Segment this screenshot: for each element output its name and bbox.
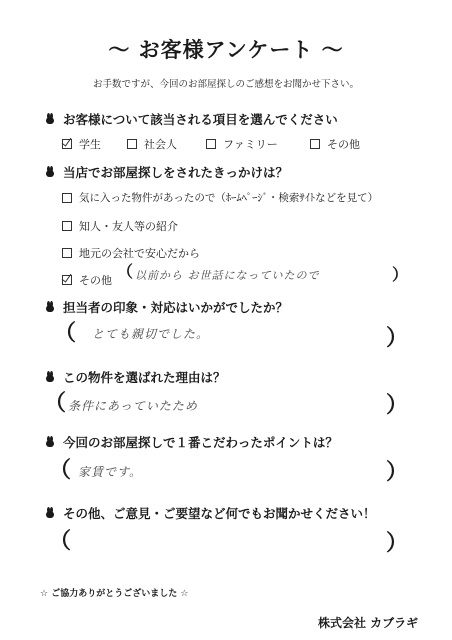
option-label: ファミリー bbox=[223, 138, 278, 151]
rabbit-icon bbox=[44, 507, 55, 519]
survey-title: 〜 お客様アンケート 〜 bbox=[108, 38, 344, 62]
question-2-text: 当店でお部屋探しをされたきっかけは？ bbox=[63, 165, 289, 180]
option-label: 気に入った物件があったので（ﾎｰﾑﾍﾟｰｼﾞ・検索ｻｲﾄなどを見て） bbox=[79, 192, 379, 204]
q2-option-local[interactable] bbox=[62, 245, 200, 261]
q3-answer[interactable]: とても親切でした。 bbox=[92, 327, 210, 341]
q2-option-property[interactable] bbox=[62, 190, 378, 205]
question-4-text: この物件を選ばれた理由は？ bbox=[63, 370, 226, 385]
question-6 bbox=[44, 504, 376, 522]
q1-option-worker[interactable] bbox=[127, 136, 177, 152]
rabbit-icon bbox=[44, 371, 55, 383]
option-label: その他 bbox=[79, 274, 112, 287]
checkbox-icon[interactable] bbox=[127, 139, 137, 149]
question-5-text: 今回のお部屋探しで１番こだわったポイントは？ bbox=[63, 435, 338, 450]
q1-option-family[interactable] bbox=[206, 136, 278, 152]
question-3 bbox=[44, 298, 288, 316]
q5-close-paren: ） bbox=[386, 460, 409, 485]
q3-close-paren: ） bbox=[386, 326, 409, 351]
checkbox-icon[interactable] bbox=[62, 193, 72, 203]
q6-open-paren: （ bbox=[49, 529, 72, 554]
q4-answer[interactable]: 条件にあっていたため bbox=[68, 399, 198, 413]
q4-open-paren: （ bbox=[44, 391, 67, 416]
q1-option-other[interactable] bbox=[310, 136, 360, 152]
question-4 bbox=[44, 368, 226, 386]
q6-close-paren: ） bbox=[386, 531, 409, 556]
checkbox-checked-icon[interactable] bbox=[62, 139, 72, 149]
rabbit-icon bbox=[44, 301, 55, 313]
q2-option-other[interactable] bbox=[62, 272, 112, 288]
other-open-paren: （ bbox=[117, 262, 134, 281]
thanks-message: ☆ ご協力ありがとうございました ☆ bbox=[40, 589, 189, 599]
rabbit-icon bbox=[44, 436, 55, 448]
rabbit-icon bbox=[44, 113, 55, 125]
q5-open-paren: （ bbox=[49, 458, 72, 483]
q3-open-paren: （ bbox=[54, 321, 77, 346]
checkbox-icon[interactable] bbox=[62, 221, 72, 231]
q1-option-student[interactable] bbox=[62, 136, 101, 152]
question-3-text: 担当者の印象・対応はいかがでしたか？ bbox=[63, 300, 289, 315]
checkbox-icon[interactable] bbox=[206, 139, 216, 149]
option-label: その他 bbox=[327, 138, 360, 151]
option-label: 学生 bbox=[79, 138, 101, 151]
q5-answer[interactable]: 家賃です。 bbox=[78, 465, 143, 479]
question-5 bbox=[44, 433, 338, 451]
survey-subtitle: お手数ですが、今回のお部屋探しのご感想をお聞かせ下さい。 bbox=[92, 79, 359, 90]
checkbox-icon[interactable] bbox=[310, 139, 320, 149]
other-close-paren: ） bbox=[392, 265, 409, 284]
q4-close-paren: ） bbox=[386, 393, 409, 418]
company-name: 株式会社 カブラギ bbox=[318, 616, 419, 630]
question-1-text: お客様について該当される項目を選んでください bbox=[63, 112, 338, 127]
question-2 bbox=[44, 163, 288, 181]
question-1 bbox=[44, 110, 338, 128]
q2-option-referral[interactable] bbox=[62, 218, 178, 234]
other-answer[interactable]: 以前から お世話になっていたので bbox=[135, 269, 320, 282]
option-label: 地元の会社で安心だから bbox=[79, 247, 200, 260]
rabbit-icon bbox=[44, 166, 55, 178]
checkbox-icon[interactable] bbox=[62, 248, 72, 258]
question-6-text: その他、ご意見・ご要望など何でもお聞かせください！ bbox=[63, 506, 376, 521]
option-label: 社会人 bbox=[144, 138, 177, 151]
checkbox-checked-icon[interactable] bbox=[62, 275, 72, 285]
option-label: 知人・友人等の紹介 bbox=[79, 220, 178, 233]
